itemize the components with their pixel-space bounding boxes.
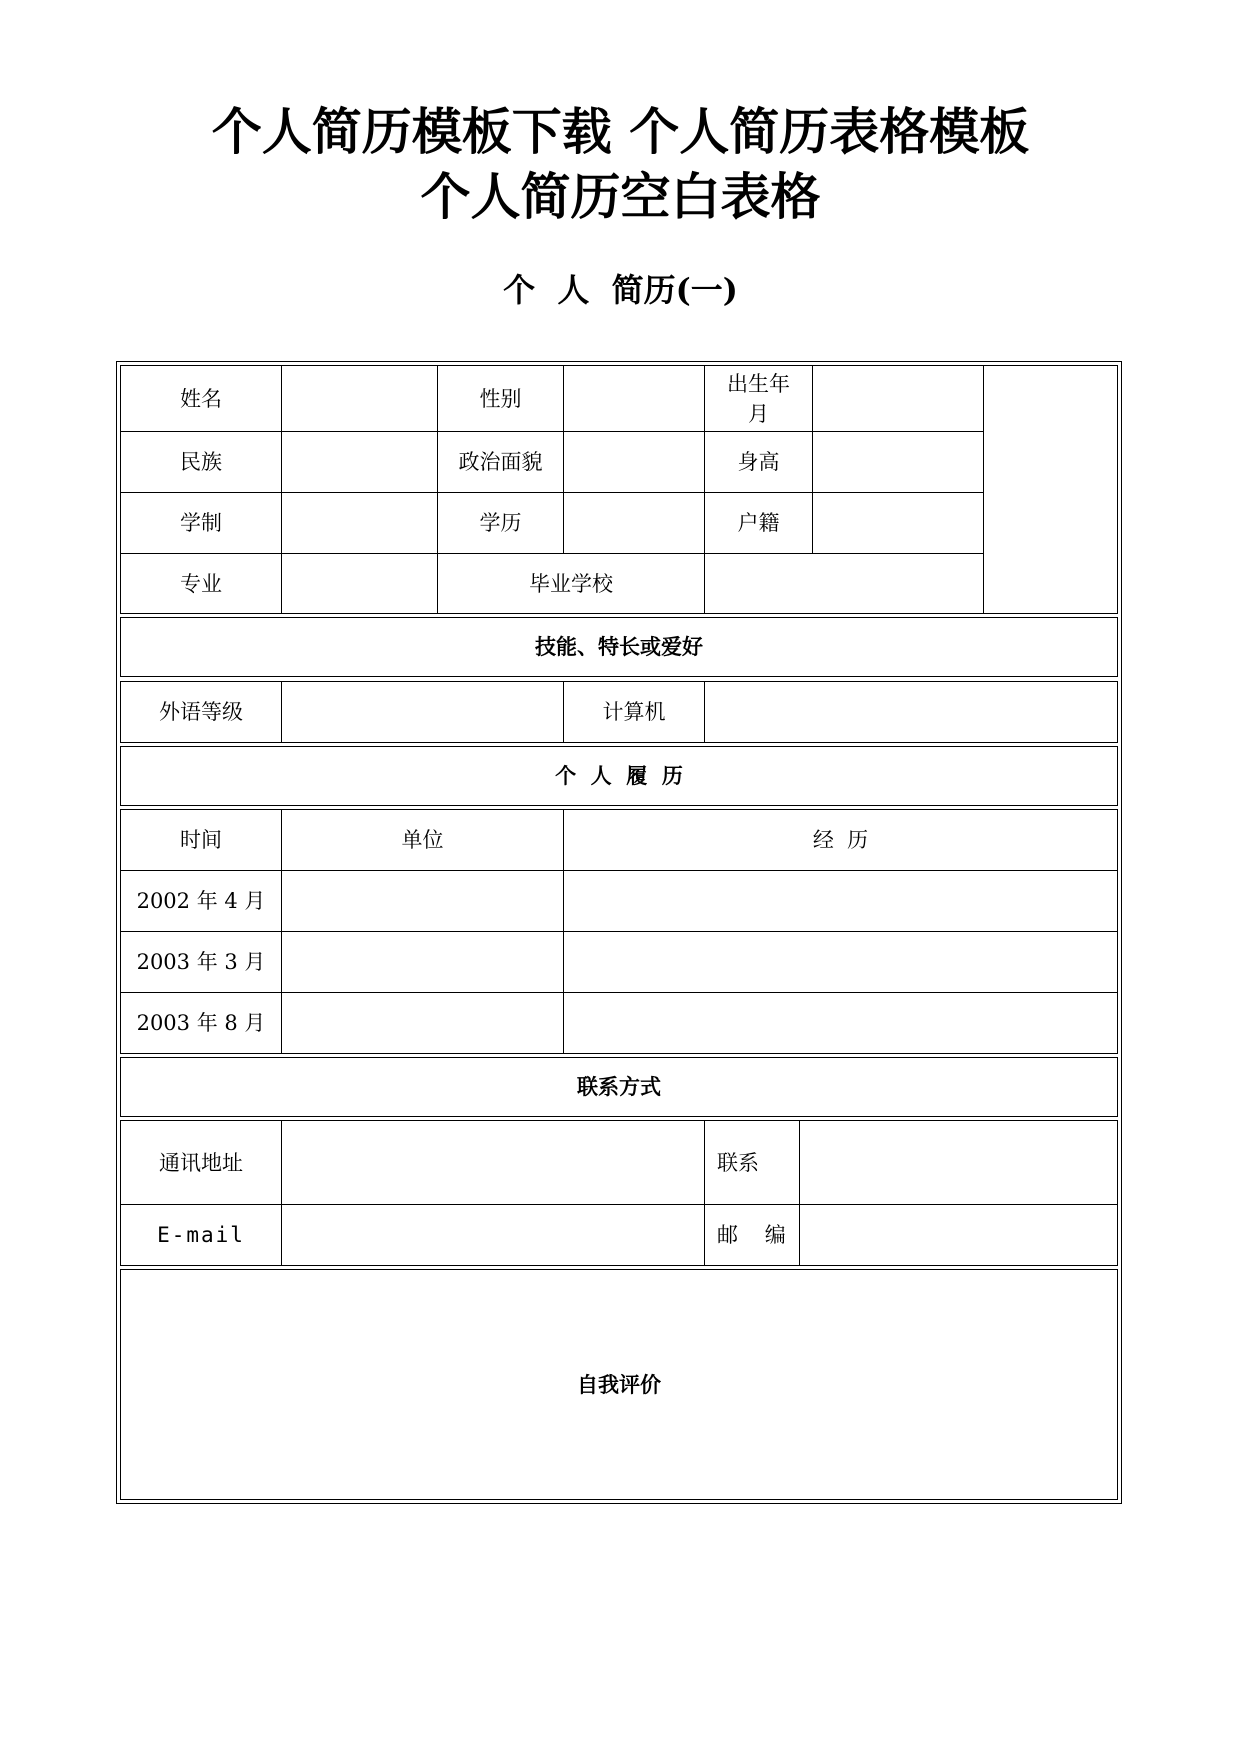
self-evaluation-box[interactable]: 自我评价 <box>120 1269 1118 1500</box>
page-title-line2: 个人简历空白表格 <box>420 167 821 226</box>
resume-subtitle: 个 人 简历(一) <box>503 271 738 309</box>
phone-label: 联系 <box>704 1120 800 1205</box>
page-title-line1: 个人简历模板下载 个人简历表格模板 <box>211 102 1030 161</box>
email-label: E-mail <box>120 1204 282 1266</box>
postcode-label: 邮 编 <box>704 1204 800 1266</box>
name-label: 姓名 <box>120 365 282 432</box>
history-unit-field[interactable] <box>281 870 564 932</box>
politics-field[interactable] <box>563 431 705 493</box>
schooling-label: 学制 <box>120 492 282 554</box>
hukou-label: 户籍 <box>704 492 813 554</box>
computer-field[interactable] <box>704 681 1118 743</box>
computer-label: 计算机 <box>563 681 705 743</box>
major-field[interactable] <box>281 553 438 614</box>
postcode-field[interactable] <box>799 1204 1118 1266</box>
name-field[interactable] <box>281 365 438 432</box>
birth-field[interactable] <box>812 365 984 432</box>
time-header: 时间 <box>120 809 282 871</box>
history-time-cell: 2003 年 3 月 <box>120 931 282 993</box>
email-field[interactable] <box>281 1204 705 1266</box>
experience-header: 经 历 <box>563 809 1118 871</box>
history-time-cell: 2002 年 4 月 <box>120 870 282 932</box>
phone-field[interactable] <box>799 1120 1118 1205</box>
birth-label: 出生年 月 <box>704 365 813 432</box>
resume-section-title: 个 人 履 历 <box>120 746 1118 806</box>
history-unit-field[interactable] <box>281 931 564 993</box>
unit-header: 单位 <box>281 809 564 871</box>
school-label: 毕业学校 <box>437 553 705 614</box>
ethnicity-field[interactable] <box>281 431 438 493</box>
height-field[interactable] <box>812 431 984 493</box>
skills-section-title: 技能、特长或爱好 <box>120 617 1118 677</box>
history-experience-field[interactable] <box>563 870 1118 932</box>
language-label: 外语等级 <box>120 681 282 743</box>
language-field[interactable] <box>281 681 564 743</box>
education-field[interactable] <box>563 492 705 554</box>
history-time-cell: 2003 年 8 月 <box>120 992 282 1054</box>
gender-label: 性别 <box>437 365 564 432</box>
education-label: 学历 <box>437 492 564 554</box>
contact-section-title: 联系方式 <box>120 1057 1118 1117</box>
ethnicity-label: 民族 <box>120 431 282 493</box>
height-label: 身高 <box>704 431 813 493</box>
photo-box[interactable] <box>983 365 1118 614</box>
history-experience-field[interactable] <box>563 992 1118 1054</box>
history-experience-field[interactable] <box>563 931 1118 993</box>
address-field[interactable] <box>281 1120 705 1205</box>
school-field[interactable] <box>704 553 984 614</box>
schooling-field[interactable] <box>281 492 438 554</box>
hukou-field[interactable] <box>812 492 984 554</box>
history-unit-field[interactable] <box>281 992 564 1054</box>
address-label: 通讯地址 <box>120 1120 282 1205</box>
politics-label: 政治面貌 <box>437 431 564 493</box>
gender-field[interactable] <box>563 365 705 432</box>
major-label: 专业 <box>120 553 282 614</box>
